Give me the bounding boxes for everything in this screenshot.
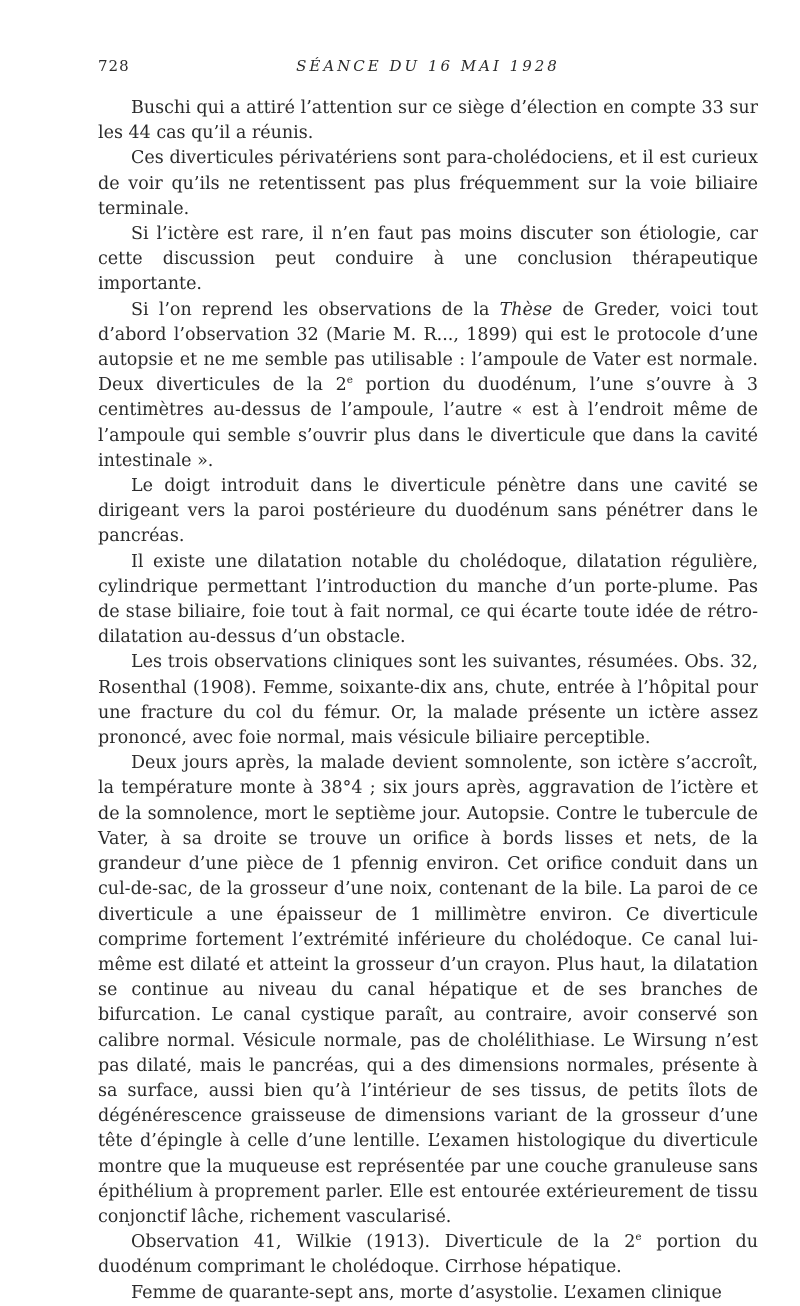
superscript-e: e xyxy=(346,374,353,387)
thesis-italic: Thèse xyxy=(499,299,553,320)
paragraph-7: Les trois observations cliniques sont les suivantes, résumées. Obs. 32, Rosenthal (1908). Femme, soixante-dix ans, chute, entrée à l’hôpital pour une fracture du col du fémur. Or, la malade présente un ictère assez prononcé, avec foie normal, mais vésicule biliaire perceptible. xyxy=(98,652,758,749)
paragraph-9-part-b: portion du duodénum comprimant le cholédoque. Cirrhose hépatique. xyxy=(98,1232,758,1278)
paragraph-6: Il existe une dilatation notable du cholédoque, dilatation régulière, cylindrique permettant l’introduction du manche d’un porte-plume. Pas de stase biliaire, foie tout à fait normal, ce qui écarte toute idée de rétro-dilatation au-dessus d’un obstacle. xyxy=(98,551,758,648)
paragraph-9-part-a: Observation 41, Wilkie (1913). Diverticule de la 2 xyxy=(131,1232,636,1253)
paragraph-5: Le doigt introduit dans le diverticule pénètre dans une cavité se dirigeant vers la paroi postérieure du duodénum sans pénétrer dans le pancréas. xyxy=(98,476,758,547)
running-header xyxy=(98,57,758,79)
paragraph-8: Deux jours après, la malade devient somnolente, son ictère s’accroît, la température monte à 38°4 ; six jours après, aggravation de l’ictère et de la somnolence, mort le septième jour. Autopsie. Contre le tubercule de Vater, à sa droite se trouve un orifice à bords lisses et nets, de la grandeur d’une pièce de 1 pfennig environ. Cet orifice conduit dans un cul-de-sac, de la grosseur d’une noix, contenant de la bile. La paroi de ce diverticule a une épaisseur de 1 millimètre environ. Ce diverticule comprime fortement l’extrémité inférieure du cholédoque. Ce canal lui-même est dilaté et atteint la grosseur d’un crayon. Plus haut, la dilatation se continue au niveau du canal hépatique et de ses branches de bifurcation. Le canal cystique paraît, au contraire, avoir conservé son calibre normal. Vésicule normale, pas de cholélithiase. Le Wirsung n’est pas dilaté, mais le pancréas, qui a des dimensions normales, présente à sa surface, aussi bien qu’à l’intérieur de ses tissus, de petits îlots de dégénérescence graisseuse de dimensions variant de la grosseur d’une tête d’épingle à celle d’une lentille. L’examen histologique du diverticule montre que la muqueuse est représentée par une couche granuleuse sans épithélium à proprement parler. Elle est entourée extérieurement de tissu conjonctif lâche, richement vascularisé. xyxy=(98,753,758,1227)
paragraph-4 xyxy=(98,298,758,474)
body-text xyxy=(98,96,758,1306)
paragraph-4-part-b: de Greder, voici tout d’abord l’observation 32 (Marie M. R..., 1899) qui est le protocole d’une autopsie et ne me semble pas utilisable : l’ampoule de Vater est normale. Deux diverticules de la 2 xyxy=(98,299,758,396)
running-title: SÉANCE DU 16 MAI 1928 xyxy=(296,57,560,75)
paragraph-10: Femme de quarante-sept ans, morte d’asystolie. L’examen clinique xyxy=(131,1282,722,1303)
paragraph-2: Ces diverticules périvatériens sont para-cholédociens, et il est curieux de voir qu’ils ne retentissent pas plus fréquemment sur la voie biliaire terminale. xyxy=(98,148,758,219)
superscript-e-2: e xyxy=(635,1231,642,1244)
paragraph-4-part-c: portion du duodénum, l’une s’ouvre à 3 centimètres au-dessus de l’ampoule, l’autre « est à l’endroit même de l’ampoule qui semble s’ouvrir plus dans le diverticule que dans la cavité intestinale ». xyxy=(98,375,758,471)
paragraph-9 xyxy=(98,1230,758,1280)
paragraph-1: Buschi qui a attiré l’attention sur ce siège d’élection en compte 33 sur les 44 cas qu’il a réunis. xyxy=(98,98,758,144)
paragraph-4-part-a: Si l’on reprend les observations de la xyxy=(131,299,500,320)
paragraph-3: Si l’ictère est rare, il n’en faut pas moins discuter son étiologie, car cette discussion peut conduire à une conclusion thérapeutique importante. xyxy=(98,224,758,295)
page-number: 728 xyxy=(98,57,130,75)
